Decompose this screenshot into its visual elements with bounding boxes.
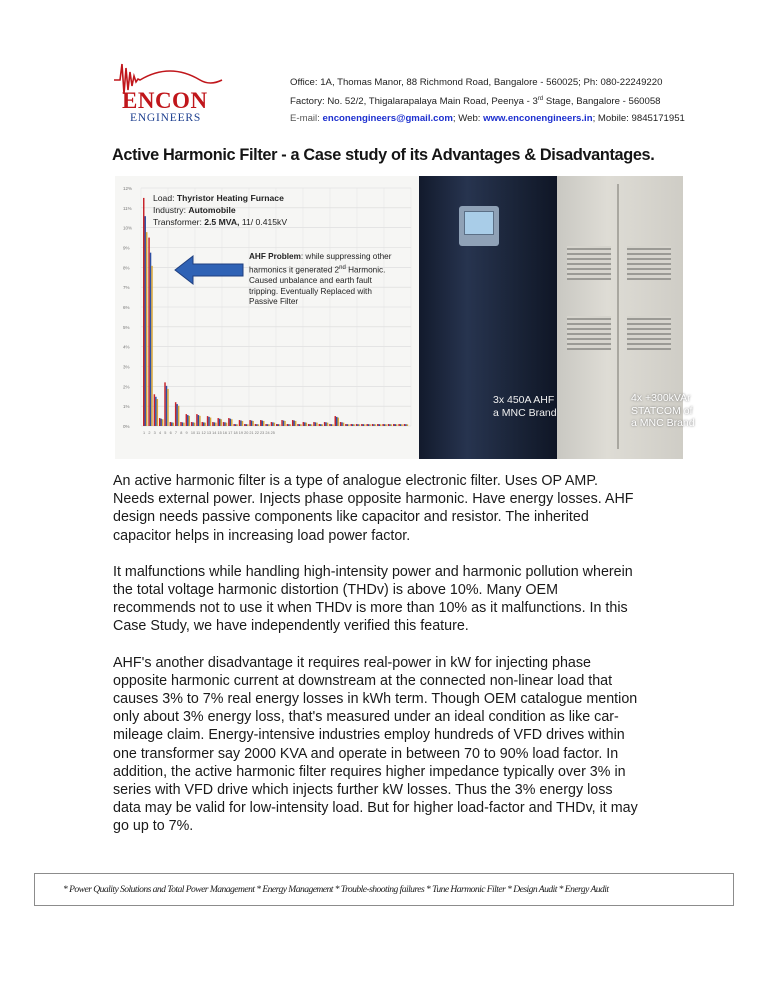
- y-tick-label: 2%: [123, 384, 130, 390]
- harmonic-bar: [255, 424, 256, 426]
- harmonic-bar: [247, 424, 248, 426]
- text-line: opposite harmonic current at downstream at the connected non-linear load that: [113, 672, 613, 689]
- y-tick-label: 1%: [123, 404, 130, 410]
- harmonic-bar: [401, 424, 402, 426]
- logo-name: ENCON: [122, 88, 208, 113]
- harmonic-bar: [214, 422, 215, 426]
- harmonic-bar: [295, 421, 296, 426]
- harmonic-bar: [187, 415, 188, 426]
- harmonic-bar: [215, 423, 216, 426]
- harmonic-bar: [155, 397, 156, 426]
- harmonic-bar: [162, 419, 163, 426]
- harmonic-bar: [331, 424, 332, 426]
- ahf-cabinet-photo: [419, 176, 557, 459]
- ahf-problem-text-rest: Harmonic. Caused unbalance and earth fault tripping. Eventually Replaced with Passive Filter: [249, 265, 386, 307]
- x-tick-label: 25: [270, 431, 275, 435]
- harmonic-chart-panel: [115, 176, 419, 459]
- harmonic-bar: [336, 417, 337, 426]
- ahf-problem-label: AHF Problem: [249, 252, 301, 261]
- statcom-caption: [631, 392, 695, 430]
- harmonic-bar: [246, 424, 247, 426]
- harmonic-bar: [180, 422, 181, 426]
- harmonic-bar: [182, 422, 183, 426]
- harmonic-bar: [160, 419, 161, 426]
- text-line: series with VFD drive which injects further kW losses. Thus the 3% energy loss: [113, 782, 613, 799]
- harmonic-bar: [393, 424, 394, 426]
- harmonic-bar: [325, 422, 326, 426]
- statcom-caption-line-1: 4x +300kVAr: [631, 392, 691, 404]
- harmonic-bar: [151, 266, 152, 426]
- statcom-cabinet-photo: [557, 176, 695, 459]
- text-line: addition, the active harmonic filter requires higher impedance typically over 3% in: [113, 763, 626, 780]
- harmonic-bar: [292, 420, 293, 426]
- harmonic-bar: [324, 422, 325, 426]
- harmonic-bar: [315, 422, 316, 426]
- harmonic-bar: [166, 386, 167, 426]
- text-line: only about 3% energy loss, that's measured under an ideal condition as like car-: [113, 709, 619, 726]
- y-tick-label: 7%: [123, 285, 130, 291]
- y-tick-label: 10%: [123, 225, 133, 231]
- harmonic-bar: [385, 424, 386, 426]
- harmonic-bar: [345, 424, 346, 426]
- harmonic-bar: [219, 419, 220, 426]
- page-title: Active Harmonic Filter - a Case study of its Advantages & Disadvantages.: [112, 146, 655, 164]
- harmonic-bar: [373, 424, 374, 426]
- harmonic-bar: [281, 420, 282, 426]
- harmonic-bar: [143, 198, 144, 426]
- harmonic-bar: [395, 424, 396, 426]
- office-address: Office: 1A, Thomas Manor, 88 Richmond Road, Bangalore - 560025; Ph: 080-22249220: [290, 77, 663, 88]
- harmonic-bar: [148, 238, 149, 426]
- email-link[interactable]: enconengineers@gmail.com: [322, 113, 453, 125]
- text-line: capacitor helps in increasing load power factor.: [113, 527, 411, 544]
- paragraph-2: [113, 563, 669, 636]
- harmonic-bar: [372, 424, 373, 426]
- statcom-caption-line-2: STATCOM of: [631, 404, 693, 417]
- ahf-display-icon: [459, 206, 499, 246]
- harmonic-bar: [258, 424, 259, 426]
- harmonic-bar: [251, 421, 252, 426]
- harmonic-bar: [368, 424, 369, 426]
- harmonic-bar: [369, 424, 370, 426]
- harmonic-bar: [284, 421, 285, 426]
- harmonic-bar: [279, 424, 280, 426]
- harmonic-bar: [363, 424, 364, 426]
- article-body: [113, 472, 669, 854]
- text-line: one transformer say 2000 KVA and operate in between 70 to 90% load factor. In: [113, 745, 619, 762]
- harmonic-bar: [396, 424, 397, 426]
- harmonic-bar: [224, 422, 225, 426]
- web-link[interactable]: www.enconengineers.in: [483, 113, 593, 125]
- harmonic-bar: [183, 423, 184, 426]
- load-value: Thyristor Heating Furnace: [176, 193, 284, 203]
- y-tick-label: 0%: [123, 424, 130, 429]
- transformer-line: [153, 216, 287, 228]
- y-tick-label: 5%: [123, 324, 130, 330]
- harmonic-bar: [196, 414, 197, 426]
- industry-label: Industry:: [153, 205, 189, 215]
- harmonic-bar: [332, 424, 333, 426]
- harmonic-bar: [357, 424, 358, 426]
- harmonic-bar: [220, 419, 221, 426]
- harmonic-bar: [283, 421, 284, 426]
- y-tick-label: 9%: [123, 245, 130, 251]
- harmonic-bar: [207, 416, 208, 426]
- harmonic-bar: [297, 424, 298, 426]
- harmonic-bar: [202, 422, 203, 426]
- harmonic-bar: [364, 424, 365, 426]
- harmonic-bar: [208, 417, 209, 426]
- ahf-caption-line-2: a MNC Brand: [493, 407, 557, 419]
- harmonic-bar: [398, 424, 399, 426]
- x-tick-label: 6: [169, 431, 172, 435]
- industry-value: Automobile: [188, 205, 236, 215]
- harmonic-bar: [329, 424, 330, 426]
- harmonic-bar: [217, 418, 218, 426]
- harmonic-bar: [319, 424, 320, 426]
- harmonic-bar: [154, 394, 155, 426]
- harmonic-bar: [277, 424, 278, 426]
- x-tick-label: 16: [222, 431, 228, 435]
- harmonic-bar: [384, 424, 385, 426]
- contact-line: [290, 110, 710, 127]
- text-line: Needs external power. Injects phase opposite harmonic. Have energy losses. AHF: [113, 491, 634, 508]
- text-line: It malfunctions while handling high-intensity power and harmonic pollution wherein: [113, 563, 633, 580]
- text-line: An active harmonic filter is a type of analogue electronic filter. Uses OP AMP.: [113, 473, 599, 489]
- harmonic-bar: [199, 416, 200, 426]
- harmonic-bar: [337, 418, 338, 426]
- ahf-problem-text: : while suppressing other harmonics it generated 2: [249, 252, 392, 275]
- x-tick-label: 15: [217, 431, 222, 435]
- load-line: [153, 192, 287, 204]
- harmonic-bar: [308, 424, 309, 426]
- harmonic-bar: [263, 421, 264, 426]
- harmonic-bar: [391, 424, 392, 426]
- harmonic-bar: [309, 424, 310, 426]
- harmonic-bar: [356, 424, 357, 426]
- x-tick-label: 5: [164, 431, 167, 435]
- harmonic-bar: [341, 422, 342, 426]
- paragraph-3: [113, 654, 669, 836]
- harmonic-bar: [146, 232, 147, 426]
- y-tick-label: 8%: [123, 265, 130, 271]
- text-line: Case Study, we have independently verified this feature.: [113, 618, 469, 635]
- harmonic-bar: [361, 424, 362, 426]
- harmonic-bar: [400, 424, 401, 426]
- harmonic-bar: [191, 422, 192, 426]
- x-tick-label: 2: [148, 431, 151, 435]
- text-line: the total voltage harmonic distortion (THDv) is above 10%. Many OEM: [113, 582, 558, 599]
- harmonic-bar: [407, 424, 408, 426]
- x-tick-label: 17: [228, 431, 233, 435]
- harmonic-bar: [194, 423, 195, 426]
- harmonic-bar: [316, 423, 317, 426]
- harmonic-bar: [287, 424, 288, 426]
- ahf-problem-sup: nd: [339, 264, 346, 271]
- harmonic-bar: [267, 424, 268, 426]
- x-tick-label: 23: [260, 431, 265, 435]
- x-tick-label: 11: [196, 431, 201, 435]
- harmonic-bar: [167, 389, 168, 426]
- harmonic-bar: [204, 423, 205, 426]
- harmonic-bar: [405, 424, 406, 426]
- x-tick-label: 14: [212, 431, 217, 435]
- harmonic-bar: [288, 424, 289, 426]
- harmonic-bar: [300, 424, 301, 426]
- x-tick-label: 12: [201, 431, 206, 435]
- harmonic-bar: [228, 418, 229, 426]
- harmonic-bar: [256, 424, 257, 426]
- harmonic-bar: [212, 422, 213, 426]
- x-tick-label: 24: [265, 431, 270, 435]
- x-tick-label: 20: [244, 431, 249, 435]
- harmonic-bar: [173, 423, 174, 426]
- harmonic-bar: [233, 424, 234, 426]
- harmonic-bar: [239, 420, 240, 426]
- y-tick-label: 4%: [123, 344, 130, 350]
- transformer-value: 2.5 MVA,: [204, 217, 240, 227]
- x-tick-label: 3: [153, 431, 156, 435]
- harmonic-bar: [313, 422, 314, 426]
- harmonic-bar: [335, 416, 336, 426]
- harmonic-bar: [350, 424, 351, 426]
- harmonic-bar: [240, 421, 241, 426]
- x-tick-label: 10: [190, 431, 196, 435]
- x-tick-label: 19: [238, 431, 243, 435]
- text-line: causes 3% to 7% real energy losses in kWh term. Though OEM catalogue mention: [113, 691, 638, 708]
- harmonic-bar: [175, 402, 176, 426]
- transformer-rest: 11/ 0.415kV: [239, 217, 288, 227]
- harmonic-bar: [303, 422, 304, 426]
- y-tick-label: 12%: [123, 186, 133, 191]
- harmonic-bar: [178, 406, 179, 426]
- text-line: data may be valid for low-intensity load. But for higher load-factor and THDv, it may: [113, 800, 638, 817]
- harmonic-bar: [272, 422, 273, 426]
- harmonic-bar: [306, 423, 307, 426]
- x-tick-label: 21: [249, 431, 254, 435]
- harmonic-bar: [311, 424, 312, 426]
- harmonic-bar: [210, 418, 211, 426]
- contact-block: [290, 74, 710, 127]
- harmonic-bar: [404, 424, 405, 426]
- harmonic-bar: [379, 424, 380, 426]
- harmonic-bar: [150, 253, 151, 426]
- mobile-number: ; Mobile: 9845171951: [592, 113, 685, 125]
- paragraph-1: [113, 472, 669, 545]
- harmonic-bar: [366, 424, 367, 426]
- harmonic-bar: [348, 424, 349, 426]
- harmonic-bar: [223, 422, 224, 426]
- transformer-label: Transformer:: [153, 217, 205, 227]
- harmonic-bar: [249, 420, 250, 426]
- harmonic-bar: [252, 421, 253, 426]
- harmonic-bar: [157, 399, 158, 426]
- harmonic-bar: [198, 415, 199, 426]
- x-tick-label: 13: [206, 431, 212, 435]
- arrow-icon: [175, 256, 243, 284]
- harmonic-bar: [359, 424, 360, 426]
- ahf-problem-note: [249, 252, 399, 308]
- harmonic-bar: [203, 422, 204, 426]
- factory-address: [290, 91, 710, 110]
- harmonic-bar: [375, 424, 376, 426]
- harmonic-bar: [388, 424, 389, 426]
- harmonic-bar: [144, 216, 145, 426]
- harmonic-bar: [159, 418, 160, 426]
- case-study-figure: [115, 176, 695, 459]
- text-line: mileage claim. Energy-intensive industries employ hundreds of VFD drives within: [113, 727, 625, 744]
- harmonic-bar: [353, 424, 354, 426]
- x-tick-label: 22: [254, 431, 259, 435]
- harmonic-bar: [170, 422, 171, 426]
- y-tick-label: 3%: [123, 364, 130, 370]
- harmonic-bar: [343, 423, 344, 426]
- harmonic-bar: [352, 424, 353, 426]
- harmonic-bar: [382, 424, 383, 426]
- email-label: E-mail:: [290, 113, 323, 125]
- harmonic-bar: [231, 419, 232, 426]
- company-logo: [110, 58, 228, 124]
- text-line: design needs passive components like capacitor and resistor. The inherited: [113, 509, 589, 526]
- harmonic-bar: [274, 423, 275, 426]
- harmonic-bar: [271, 422, 272, 426]
- factory-sup: rd: [537, 96, 544, 102]
- logo-subtitle: ENGINEERS: [130, 112, 202, 124]
- harmonic-bar: [327, 423, 328, 426]
- x-tick-label: 7: [174, 431, 178, 435]
- industry-line: [153, 204, 287, 216]
- y-tick-label: 11%: [123, 205, 132, 211]
- harmonic-bar: [377, 424, 378, 426]
- x-tick-label: 18: [233, 431, 238, 435]
- harmonic-bar: [242, 421, 243, 426]
- harmonic-bar: [293, 421, 294, 426]
- harmonic-bar: [299, 424, 300, 426]
- text-line: recommends not to use it when THDv is more than 10% as it malfunctions. In this: [113, 600, 628, 617]
- harmonic-bar: [340, 422, 341, 426]
- harmonic-bar: [244, 424, 245, 426]
- harmonic-bar: [304, 422, 305, 426]
- harmonic-bar: [176, 404, 177, 426]
- ahf-caption-line-1: 3x 450A AHF: [493, 394, 555, 406]
- x-tick-label: 9: [185, 431, 188, 435]
- harmonic-bar: [347, 424, 348, 426]
- harmonic-bar: [226, 423, 227, 426]
- harmonic-bar: [230, 419, 231, 426]
- x-tick-label: 8: [180, 431, 183, 435]
- factory-address-text: Factory: No. 52/2, Thigalarapalaya Main Road, Peenya - 3: [290, 96, 538, 108]
- harmonic-bar: [262, 421, 263, 426]
- harmonic-bar: [276, 424, 277, 426]
- ahf-caption: [493, 394, 557, 420]
- y-tick-label: 6%: [123, 305, 130, 310]
- x-tick-label: 4: [158, 431, 162, 435]
- load-label: Load:: [153, 193, 177, 203]
- harmonic-bar: [192, 422, 193, 426]
- harmonic-bar: [380, 424, 381, 426]
- load-details: [153, 192, 287, 228]
- harmonic-bar: [389, 424, 390, 426]
- statcom-caption-line-3: a MNC Brand: [631, 417, 695, 429]
- harmonic-bar: [290, 424, 291, 426]
- harmonic-bar: [164, 382, 165, 426]
- x-tick-label: 1: [143, 431, 146, 435]
- harmonic-bar: [171, 422, 172, 426]
- footer-services-bar: * Power Quality Solutions and Total Power Management * Energy Management * Trouble-shooting failures * Tune Harmonic Filter * Design Audit * Energy Audit: [34, 873, 734, 906]
- harmonic-bar: [260, 420, 261, 426]
- harmonic-bar: [268, 424, 269, 426]
- factory-address-rest: Stage, Bangalore - 560058: [543, 96, 661, 108]
- harmonic-bar: [265, 424, 266, 426]
- text-line: AHF's another disadvantage it requires real-power in kW for injecting phase: [113, 654, 591, 671]
- harmonic-bar: [186, 414, 187, 426]
- harmonic-bar: [320, 424, 321, 426]
- web-label: ; Web:: [452, 113, 484, 125]
- harmonic-bar: [322, 424, 323, 426]
- text-line: go up to 7%.: [113, 818, 194, 835]
- harmonic-bar: [235, 424, 236, 426]
- harmonic-bar: [236, 424, 237, 426]
- harmonic-bar: [189, 416, 190, 426]
